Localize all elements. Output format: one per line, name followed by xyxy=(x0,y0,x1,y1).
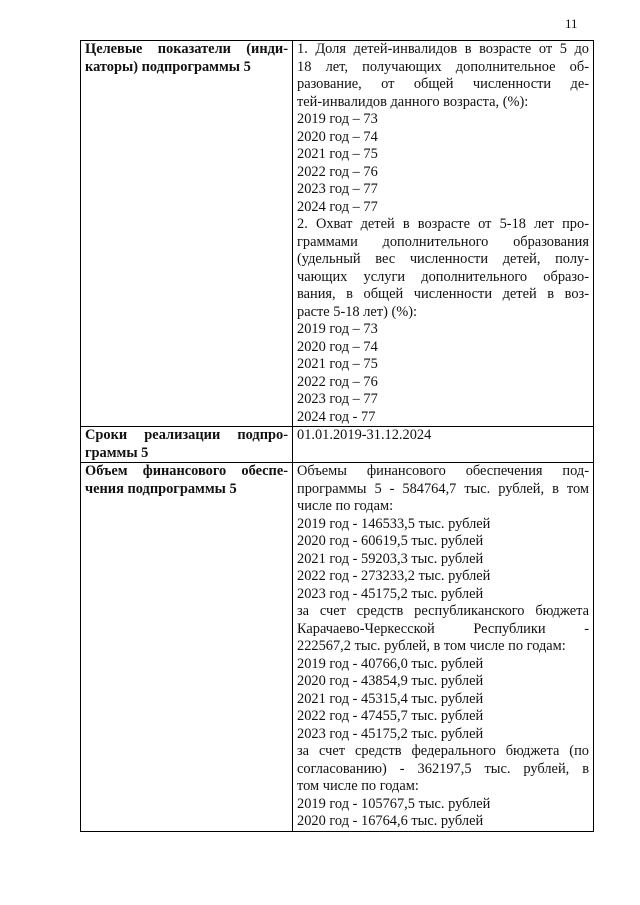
row-value-line: (удельный вес численности детей, полу- xyxy=(297,251,589,267)
row-value-line: 2020 год – 74 xyxy=(297,338,378,355)
row-value-line: 2020 год - 16764,6 тыс. рублей xyxy=(297,813,484,829)
row-label-cell xyxy=(81,427,293,463)
row-value-line: Объемы финансового обеспечения под- xyxy=(297,463,589,479)
row-label-line: граммы 5 xyxy=(85,444,149,461)
row-value-line: 2020 год – 74 xyxy=(297,128,378,145)
row-value-line: 2021 год – 75 xyxy=(297,146,378,162)
row-value-line: 2019 год – 73 xyxy=(297,321,378,337)
row-value-line: согласованию) - 362197,5 тыс. рублей, в xyxy=(297,760,589,777)
row-value-line: числе по годам: xyxy=(297,498,394,514)
row-value-line: программы 5 - 584764,7 тыс. рублей, в том xyxy=(297,480,589,497)
row-value-line: Карачаево-Черкесской Республики - xyxy=(297,620,589,637)
row-label-line: Объем финансового обеспе- xyxy=(85,463,288,479)
row-value-line: 1. Доля детей-инвалидов в возрасте от 5 до xyxy=(297,41,589,57)
row-value-line: разование, от общей численности де- xyxy=(297,76,589,92)
row-value-line: 18 лет, получающих дополнительное об- xyxy=(297,58,589,75)
row-label-line: Сроки реализации подпро- xyxy=(85,427,288,443)
row-value-line: 2019 год – 73 xyxy=(297,111,378,127)
row-value-line: том числе по годам: xyxy=(297,778,419,794)
row-value-line: 2022 год - 47455,7 тыс. рублей xyxy=(297,708,484,724)
row-value-line: 2019 год - 105767,5 тыс. рублей xyxy=(297,795,491,812)
row-label-cell xyxy=(81,463,293,832)
row-value-line: чающих услуги дополнительного образо- xyxy=(297,268,589,285)
row-value-line: 2019 год - 40766,0 тыс. рублей xyxy=(297,655,484,672)
row-value-line: 2. Охват детей в возрасте от 5-18 лет про- xyxy=(297,216,589,232)
row-value-line: 2024 год - 77 xyxy=(297,408,376,425)
passport-table xyxy=(80,40,594,832)
row-value-line: за счет средств федерального бюджета (по xyxy=(297,743,589,759)
row-value-line: 2020 год - 43854,9 тыс. рублей xyxy=(297,673,484,689)
row-value-line: 2023 год – 77 xyxy=(297,391,378,407)
row-value-line: 2022 год - 273233,2 тыс. рублей xyxy=(297,568,491,584)
row-value-line: 2022 год – 76 xyxy=(297,373,378,390)
row-value-line: 2022 год – 76 xyxy=(297,163,378,180)
row-value-line: 2021 год - 45315,4 тыс. рублей xyxy=(297,690,484,707)
row-value-line: 222567,2 тыс. рублей, в том числе по годам: xyxy=(297,638,566,654)
row-value-line: 2023 год - 45175,2 тыс. рублей xyxy=(297,725,484,742)
row-label-line: Целевые показатели (инди- xyxy=(85,41,288,57)
row-value-line: 2023 год - 45175,2 тыс. рублей xyxy=(297,585,484,602)
row-value-line: 2019 год - 146533,5 тыс. рублей xyxy=(297,515,491,532)
row-value-line: 2021 год – 75 xyxy=(297,356,378,372)
row-value-line: 2021 год - 59203,3 тыс. рублей xyxy=(297,550,484,567)
row-value-line: 2023 год – 77 xyxy=(297,181,378,197)
row-value-cell xyxy=(293,427,594,463)
row-value-line: вания, в общей численности детей в воз- xyxy=(297,286,589,302)
row-value-line: 01.01.2019-31.12.2024 xyxy=(297,427,432,443)
row-value-line: расте 5-18 лет) (%): xyxy=(297,303,418,320)
row-label-line: чения подпрограммы 5 xyxy=(85,480,237,497)
row-label-line: каторы) подпрограммы 5 xyxy=(85,58,251,75)
row-value-cell xyxy=(293,41,594,427)
row-value-line: тей-инвалидов данного возраста, (%): xyxy=(297,93,529,110)
row-value-cell xyxy=(293,463,594,832)
table-row xyxy=(81,427,594,463)
row-label-cell xyxy=(81,41,293,427)
page-number: 11 xyxy=(565,16,578,31)
row-value-line: граммами дополнительного образования xyxy=(297,233,589,250)
row-value-line: за счет средств республиканского бюджета xyxy=(297,603,589,619)
table-row xyxy=(81,463,594,832)
row-value-line: 2020 год - 60619,5 тыс. рублей xyxy=(297,533,484,549)
table-row xyxy=(81,41,594,427)
row-value-line: 2024 год – 77 xyxy=(297,198,378,215)
